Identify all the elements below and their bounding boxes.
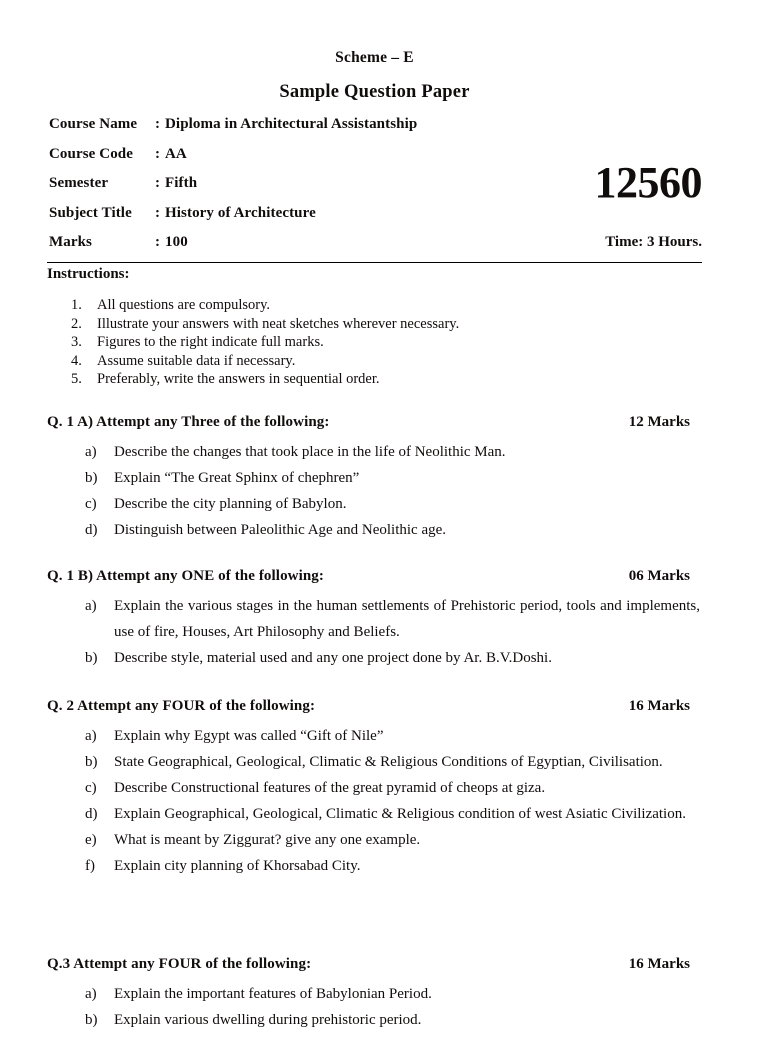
question-item [47,439,702,465]
question-item-marker: d) [85,806,98,822]
instruction-number: 1. [71,297,82,313]
question-item-marker: b) [85,754,98,770]
question-item-text: Describe Constructional features of the great pyramid of cheops at giza. [114,780,546,796]
question-item-marker: b) [85,650,98,666]
question-item-text: Explain the important features of Babylonian Period. [114,986,432,1002]
question-section-q3 [47,956,702,1033]
question-item-text: Describe the changes that took place in the life of Neolithic Man. [114,444,506,460]
question-item-list [47,593,702,671]
question-item-marker: a) [85,728,97,744]
meta-value: Fifth [165,175,198,191]
question-item-marker: c) [85,780,97,796]
question-item-marker: c) [85,496,97,512]
question-marks: 12 Marks [628,414,690,430]
question-item [47,593,702,645]
question-item-marker: f) [85,858,95,874]
instruction-item [71,352,711,371]
question-title: Q. 1 A) Attempt any Three of the following: [47,414,330,430]
instruction-number: 2. [71,315,82,332]
header-divider [47,262,702,263]
meta-row [49,205,704,235]
question-header [47,568,702,585]
meta-separator: : [155,234,161,250]
question-item [47,801,702,827]
question-item [47,517,702,543]
question-title: Q. 2 Attempt any FOUR of the following: [47,698,316,714]
question-item-list [47,981,702,1033]
question-item-text: Explain city planning of Khorsabad City. [114,858,361,874]
instruction-text: All questions are compulsory. [97,297,271,313]
title-block [47,48,702,103]
instruction-item [71,333,711,352]
question-header [47,956,702,973]
question-item [47,853,702,879]
question-item [47,827,702,853]
question-header [47,414,702,431]
instruction-number: 3. [71,334,82,351]
question-marks: 16 Marks [628,698,690,714]
instruction-text: Illustrate your answers with neat sketches wherever necessary. [97,315,460,332]
instruction-text: Preferably, write the answers in sequential order. [97,371,380,388]
instruction-number: 5. [71,371,82,388]
meta-value: AA [165,145,187,162]
question-title: Q.3 Attempt any FOUR of the following: [47,956,312,972]
question-item-marker: b) [85,1012,98,1028]
page-title: Sample Question Paper [279,82,470,102]
meta-value: Diploma in Architectural Assistantship [165,116,418,132]
question-item-marker: b) [85,470,98,486]
question-item [47,491,702,517]
question-item [47,645,702,671]
question-item-marker: e) [85,832,97,848]
question-section-q1a [47,414,702,543]
question-item-text: Explain “The Great Sphinx of chephren” [114,470,360,486]
question-item-list [47,723,702,879]
instruction-text: Assume suitable data if necessary. [97,352,296,369]
meta-separator: : [155,204,161,221]
question-item-text: Distinguish between Paleolithic Age and Neolithic age. [114,522,447,538]
paper-code-number: 12560 [594,158,702,207]
meta-separator: : [155,175,161,191]
question-item [47,1007,702,1033]
question-item [47,981,702,1007]
meta-separator: : [155,116,161,132]
question-section-q2 [47,698,702,879]
question-item-marker: d) [85,522,98,538]
question-marks: 06 Marks [628,568,690,584]
meta-row [49,116,704,146]
question-item-text: What is meant by Ziggurat? give any one example. [114,832,421,848]
question-item [47,465,702,491]
question-marks: 16 Marks [628,956,690,972]
question-header [47,698,702,715]
question-item-text: Explain why Egypt was called “Gift of Nile” [114,728,384,744]
instruction-number: 4. [71,352,82,369]
question-item-text: Explain Geographical, Geological, Climatic & Religious condition of west Asiatic Civilization. [114,806,686,822]
question-item-marker: a) [85,444,97,460]
meta-label: Course Name [49,116,138,132]
question-item-marker: a) [85,598,97,614]
meta-separator: : [155,145,161,162]
question-item [47,723,702,749]
instructions-heading: Instructions: [47,266,130,282]
scheme-line: Scheme – E [335,49,414,66]
question-item-text: Describe the city planning of Babylon. [114,496,347,512]
question-item-marker: a) [85,986,97,1002]
meta-label: Course Code [49,145,134,162]
question-item [47,775,702,801]
question-item-text: Explain various dwelling during prehistoric period. [114,1012,422,1028]
meta-label: Marks [49,234,92,250]
meta-label: Subject Title [49,204,132,221]
instruction-item [71,296,711,315]
question-title: Q. 1 B) Attempt any ONE of the following: [47,568,325,584]
instruction-item [71,370,711,389]
meta-label: Semester [49,175,109,191]
question-item-list [47,439,702,543]
question-item-text: Explain the various stages in the human settlements of Prehistoric period, tools and implements, use of fire, Houses, Art Philosophy and Beliefs. [114,598,700,640]
instructions-list [71,296,711,389]
exam-duration: Time: 3 Hours. [605,234,702,250]
meta-value: History of Architecture [165,204,316,221]
instruction-item [71,315,711,334]
question-item-text: State Geographical, Geological, Climatic & Religious Conditions of Egyptian, Civilisation. [114,754,663,770]
question-section-q1b [47,568,702,671]
question-item-text: Describe style, material used and any one project done by Ar. B.V.Doshi. [114,650,552,666]
question-item [47,749,702,775]
instruction-text: Figures to the right indicate full marks. [97,334,324,351]
meta-value: 100 [165,234,188,250]
